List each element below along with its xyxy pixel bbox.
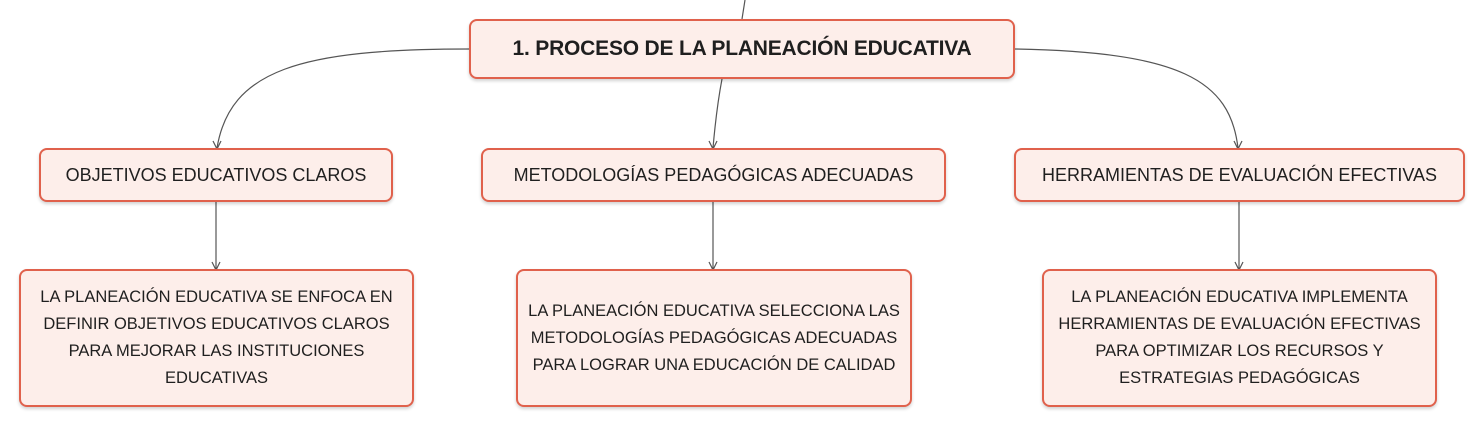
topic-metodologias[interactable]	[481, 148, 946, 202]
subtopic-herramientas-text: LA PLANEACIÓN EDUCATIVA IMPLEMENTA HERRAMIENTAS DE EVALUACIÓN EFECTIVAS PARA OPTIMIZAR LOS RECURSOS Y ESTRATEGIAS PEDAGÓGICAS	[1058, 288, 1421, 387]
topic-objetivos-label: OBJETIVOS EDUCATIVOS CLAROS	[65, 164, 367, 185]
topic-metodologias-label: METODOLOGÍAS PEDAGÓGICAS ADECUADAS	[513, 164, 914, 185]
parent-connector	[742, 0, 745, 19]
subtopic-objetivos-text: LA PLANEACIÓN EDUCATIVA SE ENFOCA EN DEFINIR OBJETIVOS EDUCATIVOS CLAROS PARA MEJORAR LAS INSTITUCIONES EDUCATIVAS	[40, 288, 393, 387]
root-topic-label: 1. PROCESO DE LA PLANEACIÓN EDUCATIVA	[512, 37, 972, 60]
topic-objetivos[interactable]	[39, 148, 393, 202]
subtopic-herramientas-detail[interactable]	[1042, 269, 1437, 407]
topic-herramientas-label: HERRAMIENTAS DE EVALUACIÓN EFECTIVAS	[1041, 164, 1438, 185]
subtopic-metodologias-detail[interactable]	[516, 269, 912, 407]
subtopic-metodologias-text: LA PLANEACIÓN EDUCATIVA SELECCIONA LAS METODOLOGÍAS PEDAGÓGICAS ADECUADAS PARA LOGRAR UNA EDUCACIÓN DE CALIDAD	[528, 301, 900, 374]
connector-root-to-objetivos	[217, 49, 469, 148]
connector-root-to-metodologias	[713, 79, 722, 148]
connector-root-to-herramientas	[1015, 49, 1238, 148]
subtopic-objetivos-detail[interactable]	[19, 269, 414, 407]
root-topic[interactable]	[469, 19, 1015, 79]
topic-herramientas[interactable]	[1014, 148, 1465, 202]
